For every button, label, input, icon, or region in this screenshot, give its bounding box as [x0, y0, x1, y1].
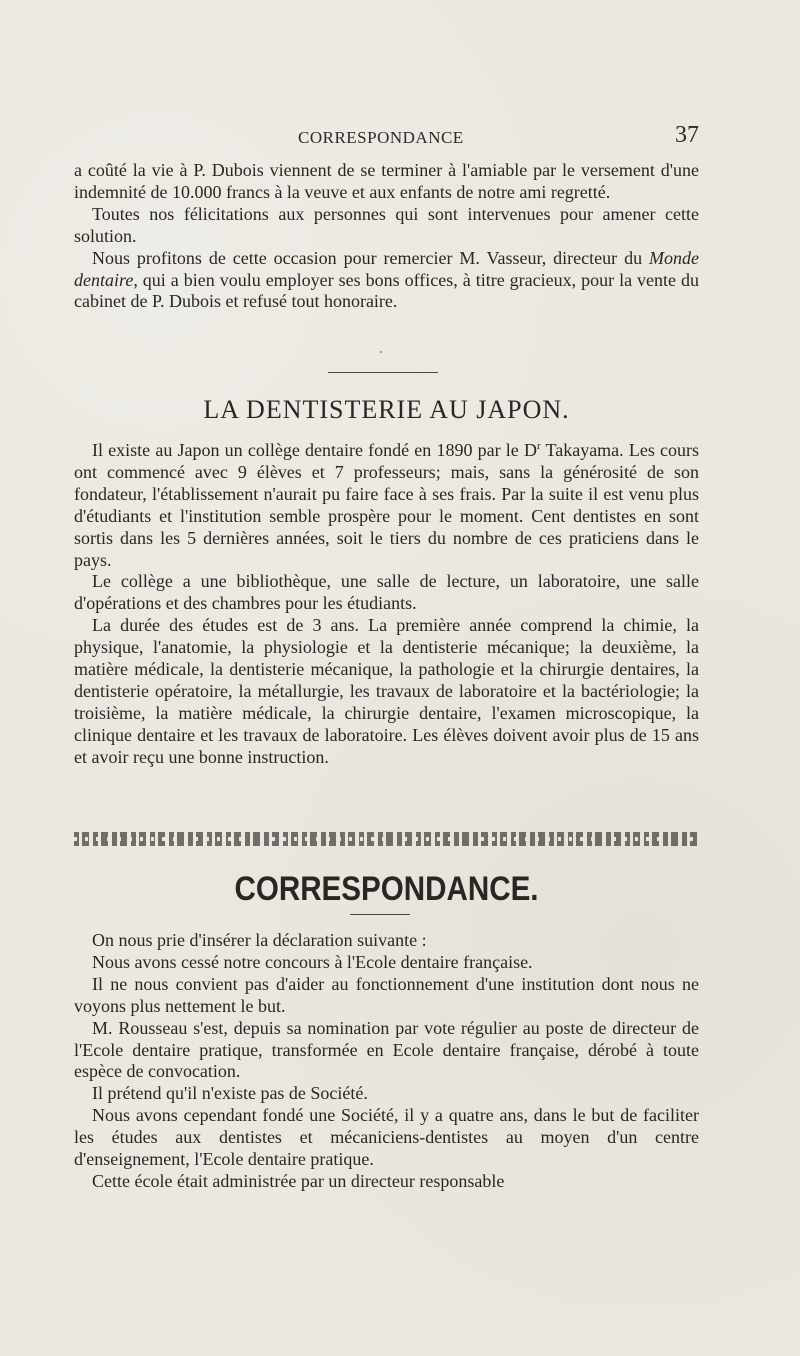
- correspondance-paragraph-6: Nous avons cependant fondé une Société, il y a quatre ans, dans le but de faciliter les études aux dentistes et mécaniciens-dentistes au moyen d'un centre d'enseignement, l'Ecole dentaire pratique.: [74, 1105, 699, 1170]
- section-title-japon: LA DENTISTERIE AU JAPON.: [203, 395, 570, 424]
- paragraph-3-before: Nous profitons de cette occasion pour remercier M. Vasseur, directeur du: [92, 247, 650, 268]
- japon-paragraph-1: [74, 436, 699, 571]
- correspondance-paragraph-1: On nous prie d'insérer la déclaration suivante :: [92, 930, 427, 950]
- paragraph-3-after: , qui a bien voulu employer ses bons offices, à titre gracieux, pour la vente du cabinet de P. Dubois et refusé tout honoraire.: [74, 269, 699, 312]
- correspondance-section: [74, 930, 699, 1193]
- section-title-correspondance: CORRESPONDANCE.: [234, 870, 539, 908]
- publication-title: Monde dentaire: [74, 247, 699, 290]
- correspondance-paragraph-2: Nous avons cessé notre concours à l'Ecole dentaire française.: [92, 951, 533, 972]
- top-text-section: [74, 160, 699, 313]
- japon-paragraph-1-before: Il existe au Japon un collège dentaire fondé en 1890 par le D: [92, 440, 537, 460]
- page-number: 37: [675, 122, 699, 148]
- paragraph-3: [74, 248, 699, 314]
- print-speck: [380, 351, 382, 353]
- correspondance-paragraph-5: Il prétend qu'il n'existe pas de Société.: [92, 1083, 368, 1104]
- title-underline: [350, 914, 410, 915]
- doctor-superscript: r: [536, 440, 541, 452]
- paragraph-2: Toutes nos félicitations aux personnes qui sont intervenues pour amener cette solution.: [74, 203, 699, 246]
- decorative-ornament-band: [74, 832, 699, 846]
- correspondance-paragraph-7: Cette école était administrée par un directeur responsable: [92, 1170, 505, 1191]
- running-header: [74, 124, 699, 154]
- paragraph-1: a coûté la vie à P. Dubois viennent de se terminer à l'amiable par le versement d'une indemnité de 10.000 francs à la veuve et aux enfants de notre ami regretté.: [74, 160, 699, 202]
- japon-paragraph-2: Le collège a une bibliothèque, une salle de lecture, un laboratoire, une salle d'opérations et des chambres pour les étudiants.: [74, 571, 699, 614]
- japon-section: [74, 436, 699, 769]
- running-title: CORRESPONDANCE: [298, 128, 464, 147]
- correspondance-paragraph-4: M. Rousseau s'est, depuis sa nomination par vote régulier au poste de directeur de l'Ecole dentaire pratique, transformée en Ecole dentaire française, dérobé à toute espèce de convocation.: [74, 1017, 699, 1082]
- correspondance-paragraph-3: Il ne nous convient pas d'aider au fonctionnement d'une institution dont nous ne voyons plus nettement le but.: [74, 973, 699, 1016]
- japon-paragraph-1-after: Takayama. Les cours ont commencé avec 9 élèves et 7 professeurs; mais, sans la générosité de son fondateur, l'établissement n'aurait pu faire face à ses frais. Par la suite il est venu plus d'étudiants et l'institution semble prospère pour le moment. Cent dentistes en sont sortis dans les 5 dernières années, soit le tiers du nombre de ces praticiens dans le pays.: [74, 440, 699, 570]
- section-divider-short: [328, 372, 438, 373]
- japon-paragraph-3: La durée des études est de 3 ans. La première année comprend la chimie, la physique, l'anatomie, la physiologie et la dentisterie mécanique; la deuxième, la matière médicale, la dentisterie mécanique, la pathologie et la chirurgie dentaires, la dentisterie opératoire, la métallurgie, les travaux de laboratoire et la bactériologie; la troisième, la matière médicale, la chirurgie dentaire, l'examen microscopique, la clinique dentaire et les travaux de laboratoire. Les élèves doivent avoir plus de 15 ans et avoir reçu une bonne instruction.: [74, 615, 699, 767]
